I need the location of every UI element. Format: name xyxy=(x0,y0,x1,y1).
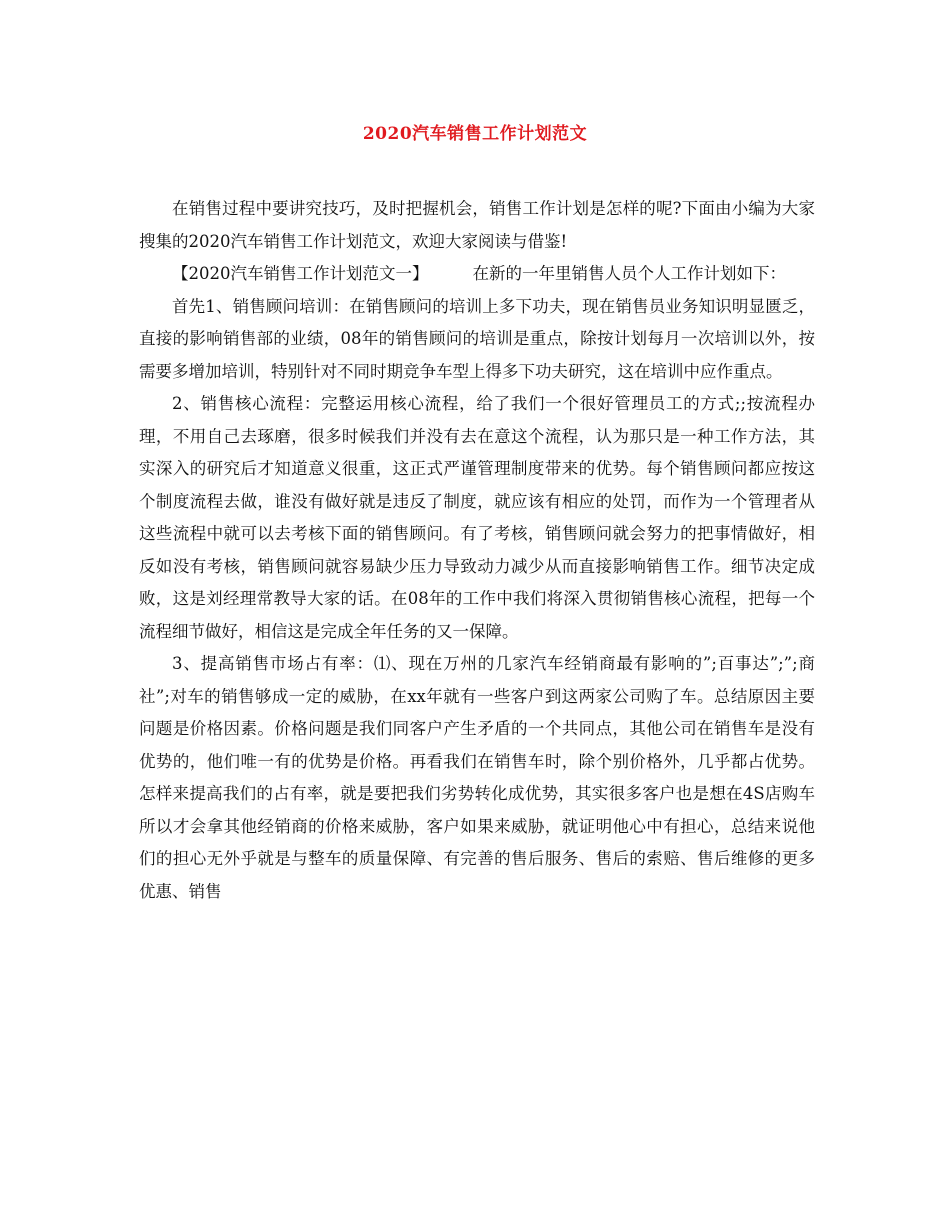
section-heading: 【2020汽车销售工作计划范文一】 xyxy=(172,264,429,283)
document-body xyxy=(139,193,815,908)
paragraph-core-process: 2、销售核心流程：完整运用核心流程，给了我们一个很好管理员工的方式;;按流程办理，不用自己去琢磨，很多时候我们并没有去在意这个流程，认为那只是一种工作方法，其实深入的研究后才知道意义很重，这正式严谨管理制度带来的优势。每个销售顾问都应按这个制度流程去做，谁没有做好就是违反了制度，就应该有相应的处罚，而作为一个管理者从这些流程中就可以去考核下面的销售顾问。有了考核，销售顾问就会努力的把事情做好，相反如没有考核，销售顾问就容易缺少压力导致动力减少从而直接影响销售工作。细节决定成败，这是刘经理常教导大家的话。在08年的工作中我们将深入贯彻销售核心流程，把每一个流程细节做好，相信这是完成全年任务的又一保障。 xyxy=(139,394,815,641)
paragraph-training: 首先1、销售顾问培训：在销售顾问的培训上多下功夫，现在销售员业务知识明显匮乏，直接的影响销售部的业绩，08年的销售顾问的培训是重点，除按计划每月一次培训以外，按需要多增加培训，特别针对不同时期竞争车型上得多下功夫研究，这在培训中应作重点。 xyxy=(139,296,815,381)
section-lead: 在新的一年里销售人员个人工作计划如下： xyxy=(472,264,786,283)
section-heading-paragraph xyxy=(139,258,815,291)
document-title: 2020汽车销售工作计划范文 xyxy=(362,124,588,144)
intro-paragraph: 在销售过程中要讲究技巧，及时把握机会，销售工作计划是怎样的呢?下面由小编为大家搜集的2020汽车销售工作计划范文，欢迎大家阅读与借鉴! xyxy=(139,199,815,251)
paragraph-market-share: 3、提高销售市场占有率：⑴、现在万州的几家汽车经销商最有影响的”;百事达”;”;商社”;对车的销售够成一定的威胁，在xx年就有一些客户到这两家公司购了车。总结原因主要问题是价格因素。价格问题是我们同客户产生矛盾的一个共同点，其他公司在销售车是没有优势的，他们唯一有的优势是价格。再看我们在销售车时，除个别价格外，几乎都占优势。怎样来提高我们的占有率，就是要把我们劣势转化成优势，其实很多客户也是想在4S店购车所以才会拿其他经销商的价格来威胁，客户如果来威胁，就证明他心中有担心，总结来说他们的担心无外乎就是与整车的质量保障、有完善的售后服务、售后的索赔、售后维修的更多优惠、销售 xyxy=(139,654,815,901)
